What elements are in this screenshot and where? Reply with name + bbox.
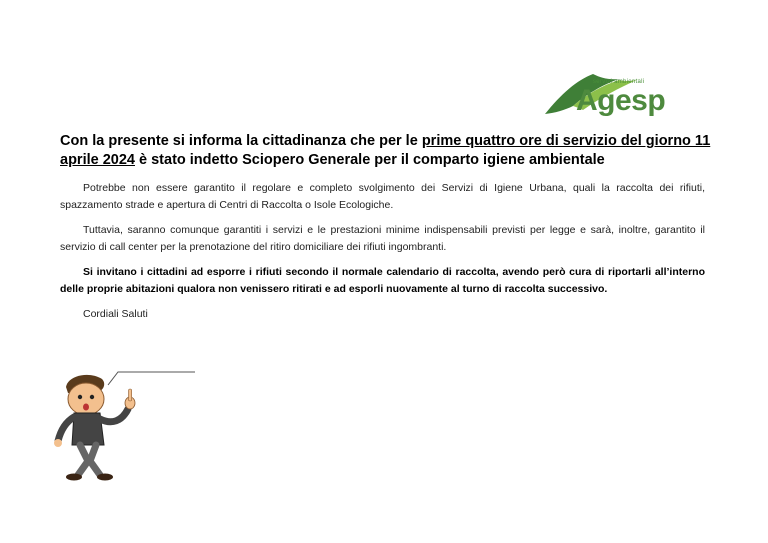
headline-underlined-date: prime quattro ore di servizio del giorno 11 aprile 2024 — [60, 133, 711, 168]
cartoon-man-pointing-icon — [40, 365, 200, 490]
headline-part-2: è stato indetto Sciopero Generale per il comparto igiene ambientale — [134, 152, 605, 168]
headline-part-1: Con la presente si informa la cittadinanza che per le — [60, 133, 422, 149]
notice-body — [60, 180, 705, 331]
logo-brand-name: Agesp — [576, 84, 666, 117]
paragraph-citizen-instructions: Si invitano i cittadini ad esporre i rifiuti secondo il normale calendario di raccolta, avendo però cura di riportarli all’interno delle proprie abitazioni qualora non venissero ritirati e ad esporli nuovamente al turno di raccolta successivo. — [60, 266, 705, 295]
agesp-logo — [543, 70, 693, 120]
paragraph-guaranteed-services: Tuttavia, saranno comunque garantiti i servizi e le prestazioni minime indispensabili previsti per legge e sarà, inoltre, garantito il servizio di call center per la prenotazione del ritiro domiciliare dei rifiuti ingombranti. — [60, 224, 705, 253]
closing-greeting: Cordiali Saluti — [83, 308, 148, 320]
logo-tagline: servizi ambientali — [593, 79, 645, 85]
notice-headline — [60, 132, 740, 170]
paragraph-service-disruption: Potrebbe non essere garantito il regolare e completo svolgimento dei Servizi di Igiene Urbana, quali la raccolta dei rifiuti, spazzamento strade e apertura di Centri di Raccolta o Isole Ecologiche. — [60, 182, 705, 211]
